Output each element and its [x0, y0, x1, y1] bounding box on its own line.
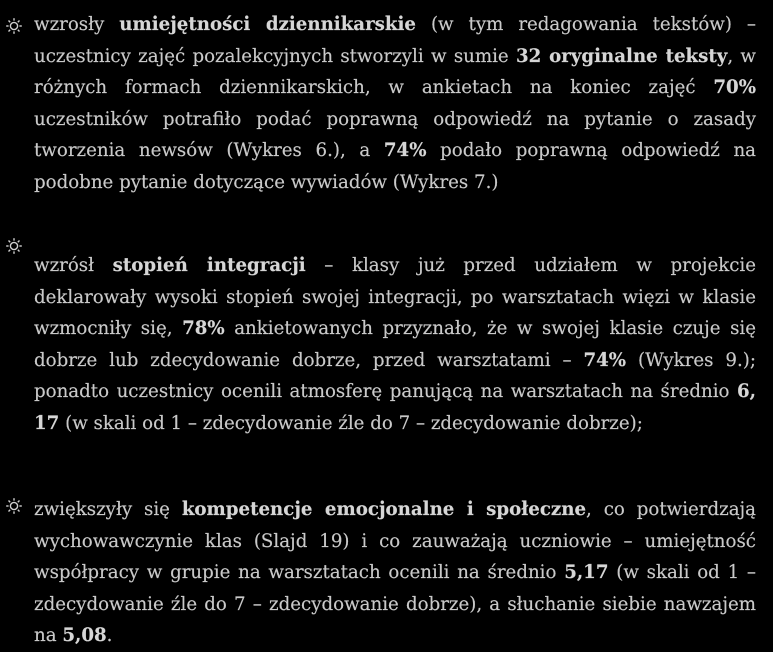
bold-segment: stopień integracji [112, 255, 306, 276]
bold-segment: 5,17 [564, 562, 609, 583]
text-segment: uczestników potrafiło podać poprawną odpowiedź na pytanie o zasady tworzenia newsów (Wykres 6.), a [34, 108, 756, 161]
bold-segment: kompetencje emocjonalne i społeczne [181, 499, 587, 520]
bold-segment: 74% [383, 140, 427, 161]
sun-bullet-icon [5, 497, 23, 515]
bold-segment: 5,08 [62, 625, 107, 646]
text-segment: – klasy już przed udziałem w projekcie deklarowały wysoki stopień swojej integracji, po warsztatach więzi w klasie wzmocniły się, [34, 255, 756, 339]
text-segment: ankietowanych przyznało, że w swojej klasie czuje się dobrze lub zdecydowanie dobrze, przed warsztatami – [34, 318, 757, 371]
text-segment: wzrosły [34, 14, 120, 35]
sun-bullet-icon [5, 237, 23, 255]
text-segment: . [106, 625, 113, 646]
bold-segment: 6, 17 [34, 381, 756, 434]
text-segment: zwiększyły się [34, 499, 182, 520]
bold-segment: umiejętności dziennikarskie [119, 14, 416, 35]
text-segment: , w różnych formach dziennikarskich, w ankietach na koniec zajęć [34, 45, 756, 98]
text-segment: (w skali od 1 – zdecydowanie źle do 7 – zdecydowanie dobrze), a słuchanie siebie nawzajem na [34, 562, 756, 646]
sun-bullet-icon [5, 17, 23, 35]
bold-segment: 78% [182, 318, 225, 339]
text-segment: (w tym redagowania tekstów) – uczestnicy zajęć pozalekcyjnych stworzyli w sumie [34, 14, 756, 67]
bullet-text [34, 9, 756, 198]
text-segment: podało poprawną odpowiedź na podobne pytanie dotyczące wywiadów (Wykres 7.) [34, 140, 757, 193]
text-segment: wzrósł [34, 255, 113, 276]
text-segment: (w skali od 1 – zdecydowanie źle do 7 – zdecydowanie dobrze); [59, 412, 643, 434]
bold-segment: 74% [583, 349, 627, 371]
text-segment: (Wykres 9.); ponadto uczestnicy ocenili atmosferę panującą na warsztatach na średnio [34, 349, 756, 402]
bullet-text [34, 494, 756, 652]
bullet-text [34, 250, 756, 439]
bold-segment: 32 oryginalne teksty [515, 45, 728, 67]
bold-segment: 70% [713, 77, 756, 98]
text-segment: , co potwierdzają wychowawczynie klas (Slajd 19) i co zauważają uczniowie – umiejętność współpracy w grupie na warsztatach ocenili na średnio [34, 499, 757, 583]
